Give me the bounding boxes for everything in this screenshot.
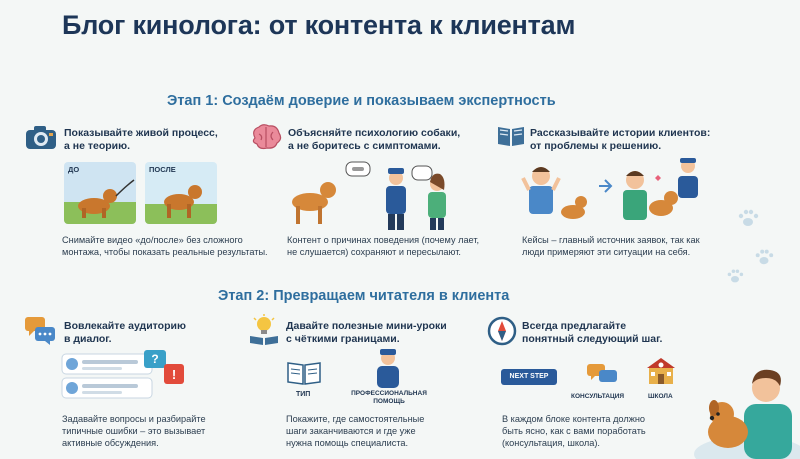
card3-heading: Рассказывайте истории клиентов: от проблемы к решению. — [530, 127, 711, 152]
tip-label: ТИП — [296, 391, 311, 398]
after-label: ПОСЛЕ — [149, 165, 176, 174]
dog-trainer-scene — [284, 160, 469, 230]
card4-description: Задавайте вопросы и разбирайте типичные ошибки – это вызывает активные обсуждения. — [62, 414, 206, 448]
before-label: ДО — [68, 165, 80, 174]
tip-book-icon — [286, 360, 322, 386]
card5-description: Покажите, где самостоятельные шаги заканчиваются и где уже нужна помощь специалиста. — [286, 414, 425, 448]
stage1-title: Этап 1: Создаём доверие и показываем экспертность — [167, 93, 556, 109]
stage2-title: Этап 2: Превращаем читателя в клиента — [218, 288, 510, 304]
card4-heading: Вовлекайте аудиторию в диалог. — [64, 320, 186, 345]
svg-text:?: ? — [151, 352, 159, 366]
next-step-label: NEXT STEP — [509, 373, 549, 380]
card2-heading: Объясняйте психологию собаки, а не боритесь с симптомами. — [288, 127, 461, 152]
book-icon — [496, 124, 526, 148]
before-video-panel — [64, 162, 136, 224]
card1-heading: Показывайте живой процесс, а не теорию. — [64, 127, 218, 152]
card6-description: В каждом блоке контента должно быть ясно, как с вами поработать (консультация, школа). — [502, 414, 646, 448]
card1-description: Снимайте видео «до/после» без сложного монтажа, чтобы показать реальные результаты. — [62, 235, 268, 257]
school-icon — [643, 354, 679, 386]
paw-print-icon — [726, 268, 744, 284]
consultation-label: КОНСУЛЬТАЦИЯ — [571, 393, 625, 400]
brain-icon — [249, 122, 283, 152]
chat-bubbles-icon — [24, 316, 56, 346]
card6-heading: Всегда предлагайте понятный следующий шаг. — [522, 320, 663, 345]
page-title: Блог кинолога: от контента к клиентам — [62, 10, 576, 40]
compass-icon — [487, 316, 517, 346]
man-with-dog-illustration — [692, 362, 800, 459]
paw-print-icon — [754, 248, 774, 266]
after-video-panel — [145, 162, 217, 224]
camera-icon — [25, 124, 57, 150]
pro-help-label: ПРОФЕССИОНАЛЬНАЯ ПОМОЩЬ — [351, 390, 427, 405]
comment-thread-scene — [60, 350, 190, 402]
consultation-icon — [586, 363, 618, 385]
card5-heading: Давайте полезные мини-уроки с чёткими границами. — [286, 320, 447, 345]
paw-print-icon — [737, 208, 759, 228]
lightbulb-book-icon — [248, 314, 280, 346]
next-step-badge — [501, 369, 557, 385]
card2-description: Контент о причинах поведения (почему лает, не слушается) сохраняют и пересылают. — [287, 235, 480, 257]
client-story-scene — [515, 156, 715, 228]
school-label: ШКОЛА — [648, 393, 673, 400]
svg-text:!: ! — [171, 367, 177, 382]
card3-description: Кейсы – главный источник заявок, так как люди примеряют эти ситуации на себя. — [522, 235, 700, 257]
trainer-icon — [372, 348, 404, 388]
